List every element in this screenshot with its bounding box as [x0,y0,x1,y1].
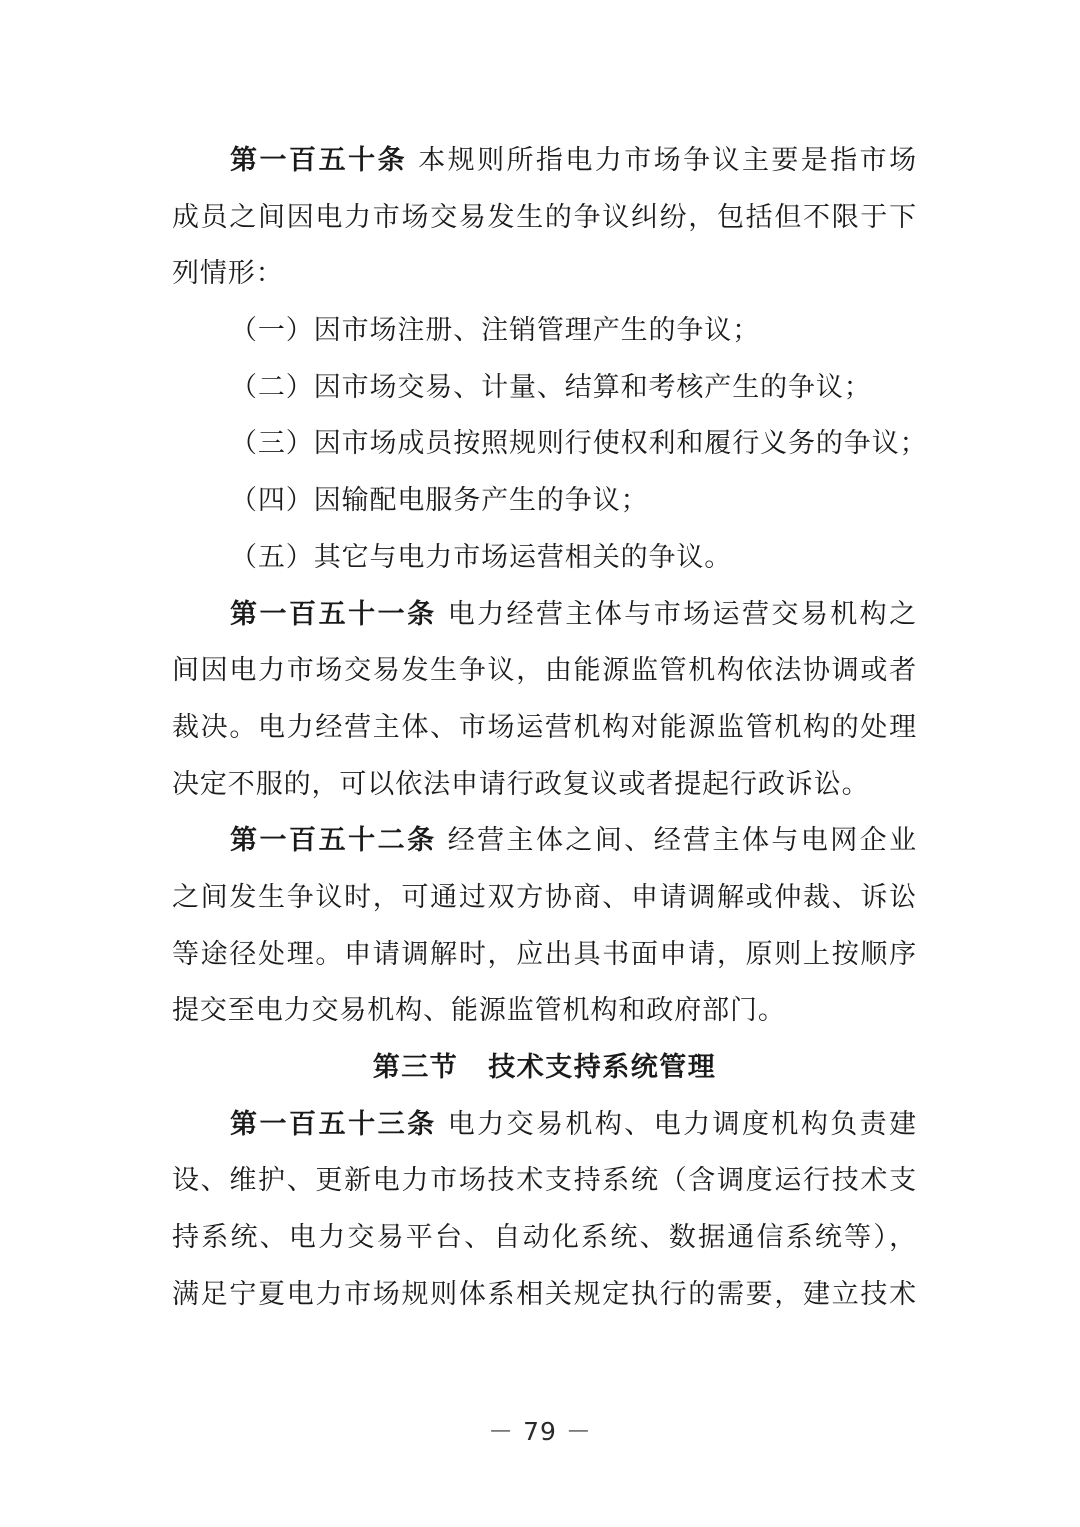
article-152-text-line-2: 之间发生争议时，可通过双方协商、申请调解或仲裁、诉讼 [172,881,917,913]
article-151-text-line-4: 决定不服的，可以依法申请行政复议或者提起行政诉讼。 [172,768,870,800]
article-150-text-line-1: 本规则所指电力市场争议主要是指市场 [418,145,917,176]
list-item-1: （一）因市场注册、注销管理产生的争议； [230,315,761,347]
section-heading [172,1040,917,1097]
article-150-text-line-2: 成员之间因电力市场交易发生的争议纠纷，包括但不限于下 [172,201,917,233]
article-151-first-line [172,587,917,644]
article-153-text-line-1: 电力交易机构、电力调度机构负责建 [447,1108,917,1140]
section-number: 第三节 [372,1052,459,1083]
article-151-text-line-2: 间因电力市场交易发生争议，由能源监管机构依法协调或者 [172,655,917,687]
section-title: 技术支持系统管理 [488,1052,717,1083]
article-152-first-line [172,813,917,870]
article-152-text-line-1: 经营主体之间、经营主体与电网企业 [447,825,917,857]
article-152-text-line-4: 提交至电力交易机构、能源监管机构和政府部门。 [172,995,786,1027]
page-number: － 79 － [488,1417,592,1446]
article-150-text-line-3: 列情形： [172,258,284,290]
article-153-text-line-3: 持系统、电力交易平台、自动化系统、数据通信系统等）， [172,1222,917,1254]
article-153-text-line-4: 满足宁夏电力市场规则体系相关规定执行的需要，建立技术 [172,1278,917,1310]
article-151-text-line-3: 裁决。电力经营主体、市场运营机构对能源监管机构的处理 [172,711,917,743]
article-151-text-line-1: 电力经营主体与市场运营交易机构之 [447,598,917,630]
article-153-first-line [172,1097,917,1154]
article-150-label: 第一百五十条 [230,145,408,176]
article-152-text-line-3: 等途径处理。申请调解时，应出具书面申请，原则上按顺序 [172,938,917,970]
article-150-first-line [172,133,917,190]
document-body [172,133,928,1323]
list-item-3: （三）因市场成员按照规则行使权利和履行义务的争议； [230,428,928,460]
article-153-text-line-2: 设、维护、更新电力市场技术支持系统（含调度运行技术支 [172,1165,917,1197]
list-item-2: （二）因市场交易、计量、结算和考核产生的争议； [230,371,872,403]
list-item-4: （四）因输配电服务产生的争议； [230,485,649,517]
list-item-5: （五）其它与电力市场运营相关的争议。 [230,541,733,573]
article-151-label: 第一百五十一条 [230,598,437,630]
article-152-label: 第一百五十二条 [230,825,437,857]
article-153-label: 第一百五十三条 [230,1108,437,1140]
